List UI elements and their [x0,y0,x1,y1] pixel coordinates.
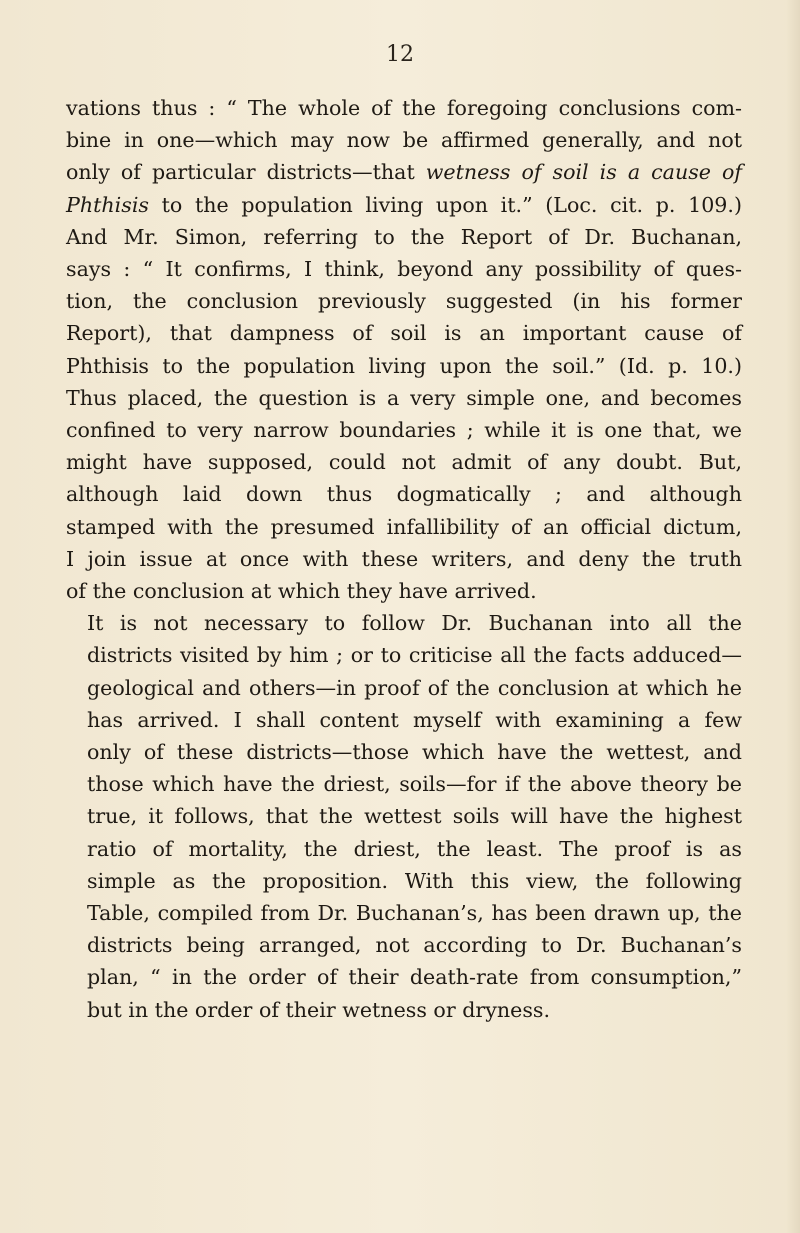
text-line [66,350,742,382]
text-line [66,768,742,800]
text-line [66,961,742,993]
text-line [66,639,742,671]
text-line [66,221,742,253]
text-line [66,446,742,478]
text-run: tion, the conclusion previously suggested (in his former [66,289,742,314]
text-run: of the conclusion at which they have arrived. [66,579,537,604]
text-run: districts being arranged, not according to Dr. Buchanan’s [87,933,742,958]
paragraph [66,92,742,607]
text-line [66,994,742,1026]
text-run: bine in one—which may now be affirmed generally, and not [66,128,742,153]
text-line [66,92,742,124]
text-line [66,156,742,188]
text-line [66,124,742,156]
italic-run: Phthisis [66,192,149,217]
text-line [66,929,742,961]
text-run: says : “ It confirms, I think, beyond any possibility of ques- [66,257,742,282]
text-run: And Mr. Simon, referring to the Report of Dr. Buchanan, [66,224,742,249]
text-line [66,897,742,929]
text-line [66,833,742,865]
text-line [66,382,742,414]
text-run: has arrived. I shall content myself with examining a few [87,707,742,732]
text-run: only of these districts—those which have the wettest, and [87,740,742,765]
text-line [66,253,742,285]
text-run: Table, compiled from Dr. Buchanan’s, has been drawn up, the [87,901,742,926]
text-line [66,800,742,832]
text-run: confined to very narrow boundaries ; while it is one that, we [66,418,742,443]
page-number: 12 [386,42,414,67]
text-run: although laid down thus dogmatically ; and although [66,482,742,507]
text-run: districts visited by him ; or to criticise all the facts adduced— [87,643,742,668]
body-text [66,92,742,1026]
text-line [66,865,742,897]
text-run: ratio of mortality, the driest, the least. The proof is as [87,836,742,861]
text-line [66,607,742,639]
text-run: to the population living upon it.” (Loc. cit. p. 109.) [148,192,742,217]
text-line [66,736,742,768]
text-run: but in the order of their wetness or dryness. [87,997,551,1022]
text-run: true, it follows, that the wettest soils will have the highest [87,804,742,829]
text-run: It is not necessary to follow Dr. Buchanan into all the [87,611,742,636]
text-run: those which have the driest, soils—for if the above theory be [87,772,742,797]
text-run: only of particular districts—that [66,160,426,185]
text-run: simple as the proposition. With this view, the following [87,868,742,893]
text-run: plan, “ in the order of their death-rate from consumption,” [87,965,742,990]
text-run: Phthisis to the population living upon the soil.” (Id. p. 10.) [66,353,742,378]
text-line [66,478,742,510]
text-line [66,704,742,736]
text-run: geological and others—in proof of the conclusion at which he [87,675,742,700]
text-run: might have supposed, could not admit of any doubt. But, [66,450,742,475]
text-line [66,285,742,317]
text-run: stamped with the presumed infallibility of an official dictum, [66,514,742,539]
text-line [66,575,742,607]
text-line [66,672,742,704]
italic-run: wetness of soil is a cause of [425,160,742,185]
text-line [66,511,742,543]
page-edge-shadow [786,0,800,1233]
text-line [66,189,742,221]
text-run: Thus placed, the question is a very simple one, and becomes [66,385,742,410]
text-run: I join issue at once with these writers, and deny the truth [66,546,742,571]
text-line [66,414,742,446]
text-run: Report), that dampness of soil is an important cause of [66,321,742,346]
text-run: vations thus : “ The whole of the foregoing conclusions com- [66,96,742,120]
paragraph [66,607,742,1026]
text-line [66,543,742,575]
text-line [66,317,742,349]
